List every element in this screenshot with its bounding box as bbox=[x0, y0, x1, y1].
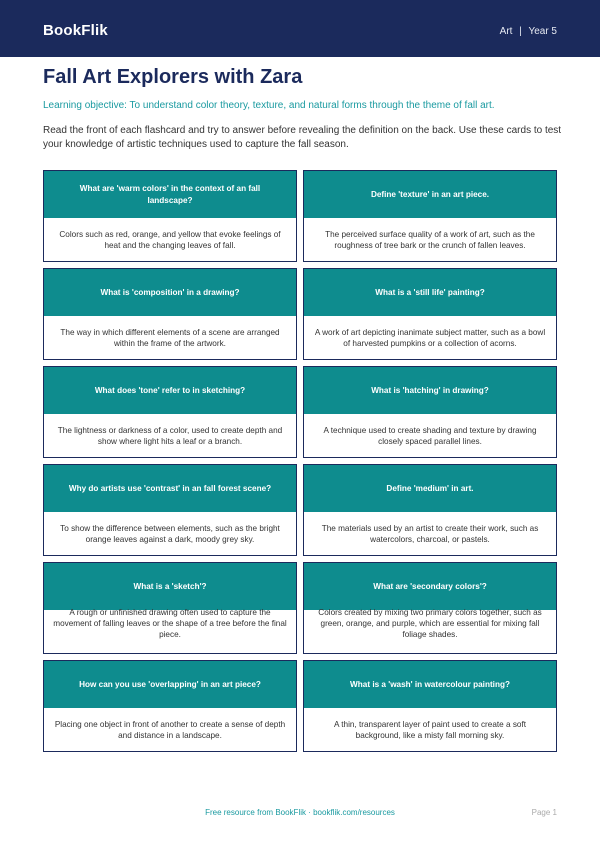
flashcard[interactable] bbox=[303, 660, 557, 752]
flashcard-back: To show the difference between elements, such as the bright orange leaves against a dark, moody grey sky. bbox=[60, 523, 280, 544]
flashcard[interactable] bbox=[43, 170, 297, 262]
flashcard[interactable] bbox=[303, 170, 557, 262]
flashcard[interactable] bbox=[303, 268, 557, 360]
page-title: Fall Art Explorers with Zara bbox=[43, 66, 303, 88]
intro-paragraph: Read the front of each flashcard and try to answer before revealing the definition on the back. Use these cards to test your knowledge of artistic techniques used to capture the fall season. bbox=[43, 125, 562, 150]
flashcard[interactable] bbox=[43, 366, 297, 458]
flashcard-front: What is a 'wash' in watercolour painting? bbox=[304, 661, 556, 708]
flashcard-front: What are 'secondary colors'? bbox=[304, 563, 556, 610]
flashcard-back: Placing one object in front of another to create a sense of depth and distance in a landscape. bbox=[54, 719, 286, 740]
flashcard-back: The lightness or darkness of a color, used to create depth and show where light hits a leaf or a branch. bbox=[57, 425, 283, 446]
flashcard-front: What is a 'sketch'? bbox=[44, 563, 296, 610]
breadcrumb-separator: | bbox=[519, 26, 522, 37]
flashcard[interactable] bbox=[43, 562, 297, 654]
flashcard-front: What is 'hatching' in drawing? bbox=[304, 367, 556, 414]
flashcard[interactable] bbox=[303, 562, 557, 654]
flashcard-back: The perceived surface quality of a work of art, such as the roughness of tree bark or the crunch of fallen leaves. bbox=[325, 229, 535, 250]
flashcard-back: A thin, transparent layer of paint used to create a soft background, like a misty fall morning sky. bbox=[333, 719, 527, 740]
flashcard[interactable] bbox=[303, 366, 557, 458]
flashcard-front: What does 'tone' refer to in sketching? bbox=[44, 367, 296, 414]
flashcard-back: Colors created by mixing two primary colors together, such as green, orange, and purple, which are essential for mixing fall foliage shades. bbox=[318, 608, 542, 639]
flashcard[interactable] bbox=[43, 268, 297, 360]
flashcard-back: The way in which different elements of a scene are arranged within the frame of the artwork. bbox=[60, 327, 280, 348]
flashcard-back: Colors such as red, orange, and yellow that evoke feelings of heat and the changing leaves of fall. bbox=[59, 229, 281, 250]
flashcard[interactable] bbox=[43, 464, 297, 556]
flashcard-back: The materials used by an artist to create their work, such as watercolors, charcoal, or pastels. bbox=[321, 523, 539, 544]
flashcard-back: A rough or unfinished drawing often used to capture the movement of falling leaves or the shape of a tree before the final piece. bbox=[53, 608, 287, 639]
flashcard-front: Why do artists use 'contrast' in an fall forest scene? bbox=[44, 465, 296, 512]
flashcard-front: Define 'medium' in art. bbox=[304, 465, 556, 512]
top-bar bbox=[0, 0, 600, 57]
flashcard-back: A work of art depicting inanimate subject matter, such as a bowl of harvested pumpkins or a collection of acorns. bbox=[314, 327, 546, 348]
flashcard-front: What is a 'still life' painting? bbox=[304, 269, 556, 316]
flashcard-front: What are 'warm colors' in the context of an fall landscape? bbox=[44, 171, 296, 218]
page-number: Page 1 bbox=[531, 808, 557, 817]
learning-objective: Learning objective: To understand color theory, texture, and natural forms through the theme of fall art. bbox=[43, 100, 495, 111]
flashcard[interactable] bbox=[43, 660, 297, 752]
flashcard-back: A technique used to create shading and texture by drawing closely spaced parallel lines. bbox=[323, 425, 537, 446]
flashcard-front: Define 'texture' in an art piece. bbox=[304, 171, 556, 218]
flashcard-front: What is 'composition' in a drawing? bbox=[44, 269, 296, 316]
brand-logo-text[interactable]: BookFlik bbox=[43, 22, 108, 39]
flashcard[interactable] bbox=[303, 464, 557, 556]
flashcard-front: How can you use 'overlapping' in an art piece? bbox=[44, 661, 296, 708]
year-label: Year 5 bbox=[528, 26, 557, 37]
subject-year-breadcrumb bbox=[500, 26, 557, 37]
subject-label: Art bbox=[499, 26, 513, 37]
footer-resource-link[interactable]: Free resource from BookFlik · bookflik.com/resources bbox=[205, 808, 395, 817]
